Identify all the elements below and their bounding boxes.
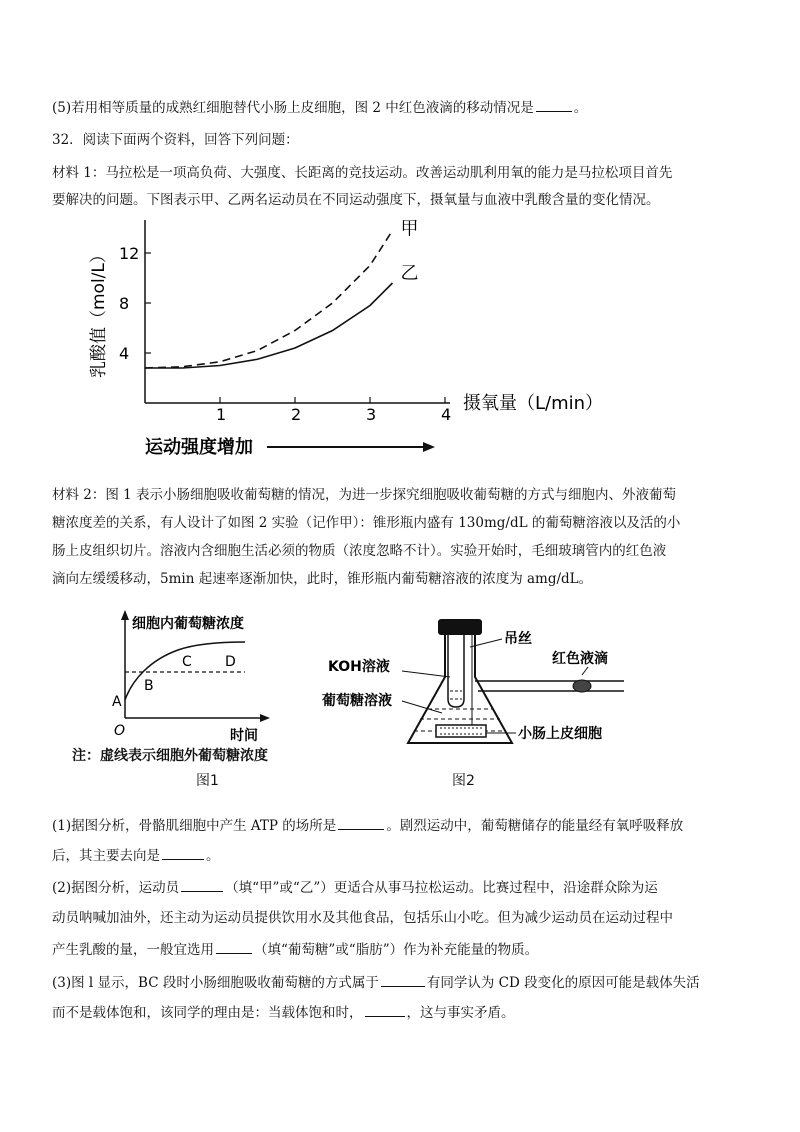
- chart-series-label: 乙: [400, 263, 419, 284]
- answer-blank[interactable]: [536, 97, 572, 112]
- answer-blank[interactable]: [365, 1002, 405, 1017]
- fig1-xlabel: 时间: [230, 728, 258, 744]
- fig2-label-glucose: 葡萄糖溶液: [322, 693, 392, 709]
- fig1-point-c: C: [182, 654, 192, 670]
- fig1-caption: 图1: [196, 773, 219, 789]
- fig2-label-droplet: 红色液滴: [552, 651, 608, 667]
- q3-line2: 而不是载体饱和，该同学的理由是：当载体饱和时， ，这与事实矛盾。: [52, 1002, 752, 1023]
- material2-line1: 材料 2：图 1 表示小肠细胞吸收葡萄糖的情况，为进一步探究细胞吸收葡萄糖的方式与细胞内、外液葡萄: [52, 487, 677, 503]
- chart-x-label: 摄氧量（L/min）: [463, 393, 604, 414]
- fig2-label-koh: KOH溶液: [328, 659, 390, 675]
- chart-series-yi-line: [145, 283, 393, 368]
- fig1-origin: O: [114, 723, 126, 739]
- material2-line4: 滴向左缓缓移动，5min 起速率逐渐加快，此时，锥形瓶内葡萄糖溶液的浓度为 amg/dL。: [52, 571, 593, 587]
- fig2-label-thread: 吊丝: [504, 631, 532, 647]
- chart-series-label: 甲: [400, 218, 419, 240]
- chart-x-tick-label: 2: [291, 405, 302, 424]
- chart-arrow-label: 运动强度增加: [145, 437, 253, 458]
- answer-blank[interactable]: [181, 877, 223, 892]
- answer-blank[interactable]: [216, 939, 252, 954]
- fig1-ylabel: 细胞内葡萄糖浓度: [132, 616, 244, 632]
- chart-x-tick-label: 4: [441, 405, 452, 424]
- chart-x-tick-label: 1: [216, 405, 227, 424]
- chart-y-tick-label: 4: [119, 344, 130, 363]
- q2-line3: 产生乳酸的量，一般宜选用 （填“葡萄糖”或“脂肪”）作为补充能量的物质。: [52, 939, 752, 960]
- material2-line2: 糖浓度差的关系，有人设计了如图 2 实验（记作甲）：锥形瓶内盛有 130mg/dL 的葡萄糖溶液以及活的小: [52, 515, 681, 531]
- q1-line1: (1)据图分析，骨骼肌细胞中产生 ATP 的场所是 。剧烈运动中，葡萄糖储存的能量经有氧呼吸释放: [52, 815, 752, 836]
- lactic-acid-chart: [80, 218, 640, 468]
- fig2-cell-slice: [436, 725, 486, 737]
- fig1-point-d: D: [225, 654, 236, 670]
- q32-title: 32．阅读下面两个资料，回答下列问题：: [52, 132, 299, 148]
- fig1-inside-concentration-curve: [125, 642, 245, 700]
- figure1-diagram: [70, 608, 300, 758]
- material1-line1: 材料 1：马拉松是一项高负荷、大强度、长距离的竞技运动。改善运动肌利用氧的能力是马拉松项目首先: [52, 165, 673, 181]
- chart-arrow-head-icon: [423, 442, 435, 452]
- chart-x-tick-label: 3: [366, 405, 377, 424]
- fig1-point-a: A: [112, 694, 122, 710]
- chart-series-jia-line: [145, 231, 393, 369]
- q1-line2: 后，其主要去向是 。: [52, 845, 752, 866]
- chart-y-label: 乳酸值（mol/L）: [89, 246, 109, 378]
- chart-y-tick-label: 8: [119, 294, 130, 313]
- fig2-stopper: [438, 619, 482, 635]
- material2-line3: 肠上皮组织切片。溶液内含细胞生活必须的物质（浓度忽略不计）。实验开始时，毛细玻璃管内的红色液: [52, 543, 667, 559]
- fig2-red-droplet: [573, 680, 591, 692]
- q2-line1: (2)据图分析，运动员 （填“甲”或“乙”）更适合从事马拉松运动。比赛过程中，沿途群众除为运: [52, 877, 752, 898]
- answer-blank[interactable]: [381, 972, 425, 987]
- material1-line2: 要解决的问题。下图表示甲、乙两名运动员在不同运动强度下，摄氧量与血液中乳酸含量的变化情况。: [52, 192, 660, 208]
- figure2-apparatus: [320, 615, 640, 765]
- fig1-point-b: B: [144, 678, 154, 694]
- answer-blank[interactable]: [162, 845, 204, 860]
- chart-y-tick-label: 12: [119, 244, 140, 263]
- fig2-koh-tube: [448, 635, 464, 707]
- q3-line1: (3)图 l 显示，BC 段时小肠细胞吸收葡萄糖的方式属于 有同学认为 CD 段变化的原因可能是载体失活: [52, 972, 752, 993]
- answer-blank[interactable]: [338, 815, 384, 830]
- fig2-label-cells: 小肠上皮细胞: [518, 726, 602, 742]
- q2-line2: 动员呐喊加油外，还主动为运动员提供饮用水及其他食品，包括乐山小吃。但为减少运动员在运动过程中: [52, 910, 673, 926]
- fig1-x-arrow-icon: [260, 714, 270, 722]
- fig1-note: 注：虚线表示细胞外葡萄糖浓度: [72, 748, 268, 764]
- fig1-y-arrow-icon: [121, 610, 129, 620]
- fig2-caption: 图2: [452, 773, 475, 789]
- q31-5-line: (5)若用相等质量的成熟红细胞替代小肠上皮细胞，图 2 中红色液滴的移动情况是 。: [52, 97, 752, 118]
